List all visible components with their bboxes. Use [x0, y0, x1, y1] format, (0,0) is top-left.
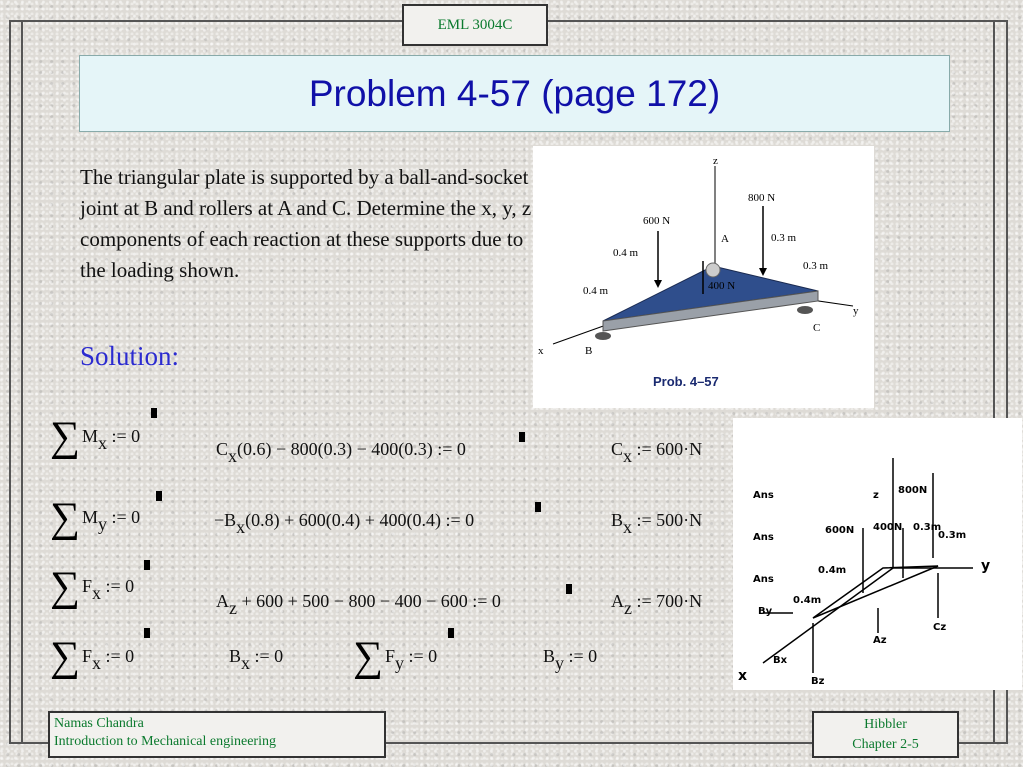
sum-force-x: $F_x$ := 0	[82, 646, 135, 673]
footer-book: Hibbler	[864, 717, 907, 732]
solution-heading: Solution:	[80, 341, 180, 371]
sketch-dim-03b: 0.3m	[938, 530, 967, 541]
sketch-label-z: z	[873, 490, 879, 501]
sigma-symbol: ∑	[50, 634, 80, 680]
fig-dim-04-top: 0.4 m	[613, 247, 639, 259]
sum-force-z: $F_x$ := 0	[82, 576, 135, 603]
slide-title: Problem 4-57 (page 172)	[308, 72, 721, 114]
footer-course-name: Introduction to Mechanical engineering	[54, 734, 276, 749]
sketch-label-cz: Cz	[933, 622, 947, 633]
region-marker	[535, 502, 541, 512]
sketch-label-az: Az	[873, 635, 887, 646]
sketch-label-by: By	[758, 606, 773, 617]
sum-moment-y: $M_y$ := 0	[82, 507, 141, 534]
sketch-force-600: 600N	[825, 525, 855, 536]
region-marker	[156, 491, 162, 501]
fig-force-400: 400 N	[708, 280, 736, 292]
fig-force-600: 600 N	[643, 215, 671, 227]
sum-moment-x: $M_x$ := 0	[82, 426, 141, 453]
textbook-figure	[533, 146, 874, 408]
sigma-symbol: ∑	[353, 634, 383, 680]
sketch-ans-2: Ans	[753, 532, 774, 543]
sum-force-y: $F_y$ := 0	[385, 646, 438, 673]
result-az: $A_z$ := 700·N	[611, 591, 703, 618]
footer-author: Namas Chandra	[54, 716, 144, 731]
region-marker	[566, 584, 572, 594]
sketch-label-x: x	[738, 668, 748, 684]
sketch-ans-1: Ans	[753, 490, 774, 501]
region-marker	[151, 408, 157, 418]
sigma-symbol: ∑	[50, 564, 80, 610]
footer-chapter-box	[812, 711, 959, 758]
sketch-dim-03a: 0.3m	[913, 522, 942, 533]
fig-force-800: 800 N	[748, 192, 776, 204]
problem-statement: The triangular plate is supported by a ball-and-socket joint at B and rollers at A and C. Determine the x, y, z components of each reaction at these supports due to the loading shown.	[80, 165, 532, 282]
fig-label-x: x	[538, 345, 544, 357]
sigma-symbol: ∑	[50, 495, 80, 541]
sketch-dim-04a: 0.4m	[818, 565, 847, 576]
sketch-force-800: 800N	[898, 485, 928, 496]
course-code: EML 3004C	[437, 16, 513, 33]
free-body-sketch	[733, 418, 1022, 690]
fig-dim-04-bottom: 0.4 m	[583, 285, 609, 297]
title-banner	[79, 55, 950, 132]
fig-label-c: C	[813, 322, 821, 334]
fig-label-b: B	[585, 345, 593, 357]
sketch-label-bx: Bx	[773, 655, 788, 666]
sketch-label-bz: Bz	[811, 676, 825, 687]
moment-y-equation: $-B_x(0.8) + 600(0.4) + 400(0.4)$ := 0	[214, 510, 475, 537]
moment-x-equation: $C_x(0.6) - 800(0.3) - 400(0.3)$ := 0	[216, 439, 466, 466]
sketch-label-y: y	[981, 558, 991, 574]
fig-dim-03-bottom: 0.3 m	[803, 260, 829, 272]
fig-label-a: A	[721, 233, 729, 245]
sigma-symbol: ∑	[50, 414, 80, 460]
fig-label-y: y	[853, 305, 859, 317]
fig-caption: Prob. 4–57	[653, 374, 719, 389]
region-marker	[448, 628, 454, 638]
course-code-box	[402, 4, 548, 46]
sketch-dim-04b: 0.4m	[793, 595, 822, 606]
result-bx: $B_x$ := 500·N	[611, 510, 703, 537]
force-y-result: $B_y$ := 0	[543, 646, 598, 673]
force-z-equation: $A_z + 600 + 500 - 800 - 400 - 600$ := 0	[216, 591, 501, 618]
sketch-ans-3: Ans	[753, 574, 774, 585]
force-x-result: $B_x$ := 0	[229, 646, 284, 673]
region-marker	[144, 560, 150, 570]
fig-label-z: z	[713, 155, 718, 167]
region-marker	[519, 432, 525, 442]
footer-chapter: Chapter 2-5	[852, 737, 919, 752]
sketch-force-400: 400N	[873, 522, 903, 533]
footer-author-box	[48, 711, 386, 758]
region-marker	[144, 628, 150, 638]
result-cx: $C_x$ := 600·N	[611, 439, 703, 466]
fig-dim-03-top: 0.3 m	[771, 232, 797, 244]
